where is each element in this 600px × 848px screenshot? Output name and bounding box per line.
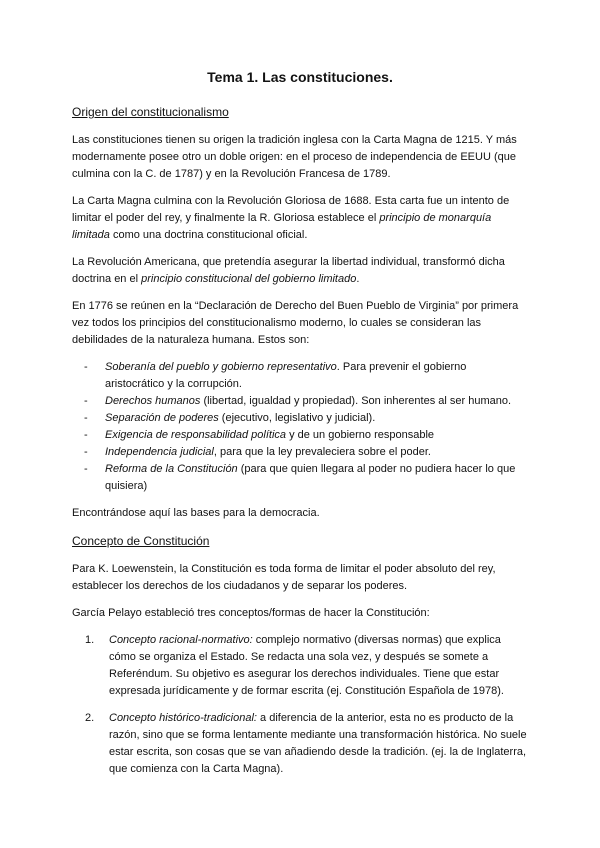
list-marker: - (84, 361, 88, 373)
list-marker: - (84, 395, 88, 407)
text-run: En 1776 se reúnen en la “Declaración de Derecho del Buen Pueblo de Virginia” por primera vez todos los principios del constitucionalismo moderno, lo cuales se consideran las debilidades de la naturaleza humana. Estos son: (72, 300, 519, 346)
italic-run: Independencia judicial (105, 446, 214, 458)
text-run: . (356, 273, 360, 285)
list-item-text (105, 463, 515, 492)
list-marker: - (84, 412, 88, 424)
text-run: como una doctrina constitucional oficial. (109, 229, 308, 241)
section-heading: Concepto de Constitución (72, 534, 210, 548)
text-run: (para que quien llegara al poder no pudiera hacer lo que quisiera) (105, 463, 516, 492)
paragraph (72, 561, 528, 595)
italic-run: Reforma de la Constitución (105, 463, 238, 475)
list-marker: - (84, 446, 88, 458)
document-content (72, 103, 528, 778)
list-item-text (105, 361, 466, 390)
bullet-list (72, 359, 528, 495)
numbered-list (72, 632, 528, 778)
list-item (72, 444, 528, 461)
list-item (72, 427, 528, 444)
list-item (72, 461, 528, 495)
section-heading: Origen del constitucionalismo (72, 105, 229, 119)
list-item (72, 710, 528, 778)
list-marker: - (84, 429, 88, 441)
text-run: (ejecutivo, legislativo y judicial). (218, 412, 376, 424)
italic-run: Derechos humanos (105, 395, 201, 407)
italic-run: Concepto histórico-tradicional: (109, 712, 257, 724)
list-item-text (105, 395, 511, 407)
list-item-text (105, 412, 375, 424)
italic-run: Separación de poderes (105, 412, 219, 424)
text-run: (libertad, igualdad y propiedad). Son inherentes al ser humano. (200, 395, 512, 407)
italic-run: Concepto racional-normativo: (109, 634, 253, 646)
italic-run: principio constitucional del gobierno limitado (141, 273, 357, 285)
text-run: complejo normativo (diversas normas) que explica cómo se organiza el Estado. Se redacta una sola vez, y después se somete a Referéndum. Su objetivo es asegurar los derechos individuales. Tiene que estar expresada jurídicamente y de formar escrita (ej. Constitución Española de 1978). (109, 634, 504, 697)
italic-run: Soberanía del pueblo y gobierno representativo (105, 361, 337, 373)
text-run: Las constituciones tienen su origen la tradición inglesa con la Carta Magna de 1215. Y más modernamente posee otro un doble origen: en el proceso de independencia de EEUU (que culmina con la C. de 1787) y en la Revolución Francesa de 1789. (72, 134, 517, 180)
text-run: a diferencia de la anterior, esta no es producto de la razón, sino que se forma lentamente mediante una transformación histórica. No suele estar escrita, son cosas que se van añadiendo desde la tradición. (ej. la de Inglaterra, que comienza con la Carta Magna). (109, 712, 527, 775)
list-item-text (109, 634, 504, 697)
italic-run: Exigencia de responsabilidad política (105, 429, 287, 441)
list-marker: 1. (85, 634, 95, 646)
text-run: y de un gobierno responsable (286, 429, 435, 441)
text-run: La Revolución Americana, que pretendía asegurar la libertad individual, transformó dicha doctrina en el (72, 256, 505, 285)
text-run: . Para prevenir el gobierno aristocrático y la corrupción. (105, 361, 467, 390)
italic-run: principio de monarquía limitada (72, 212, 492, 241)
list-item-text (105, 429, 434, 441)
list-item-text (105, 446, 431, 458)
list-item-text (109, 712, 527, 775)
text-run: La Carta Magna culmina con la Revolución Gloriosa de 1688. Esta carta fue un intento de limitar el poder del rey, y finalmente la R. Gloriosa establece el (72, 195, 510, 224)
text-run: García Pelayo estableció tres conceptos/formas de hacer la Constitución: (72, 607, 430, 619)
list-item (72, 632, 528, 700)
list-marker: - (84, 463, 88, 475)
text-run: Encontrándose aquí las bases para la democracia. (72, 507, 320, 519)
document-title: Tema 1. Las constituciones. (207, 69, 393, 85)
paragraph (72, 132, 528, 183)
text-run: , para que la ley prevaleciera sobre el poder. (213, 446, 431, 458)
list-item (72, 393, 528, 410)
paragraph (72, 193, 528, 244)
paragraph (72, 298, 528, 349)
list-item (72, 359, 528, 393)
paragraph (72, 254, 528, 288)
text-run: Para K. Loewenstein, la Constitución es toda forma de limitar el poder absoluto del rey, establecer los derechos de los ciudadanos y de separar los poderes. (72, 563, 496, 592)
paragraph (72, 605, 528, 622)
list-marker: 2. (85, 712, 95, 724)
list-item (72, 410, 528, 427)
paragraph (72, 505, 528, 522)
